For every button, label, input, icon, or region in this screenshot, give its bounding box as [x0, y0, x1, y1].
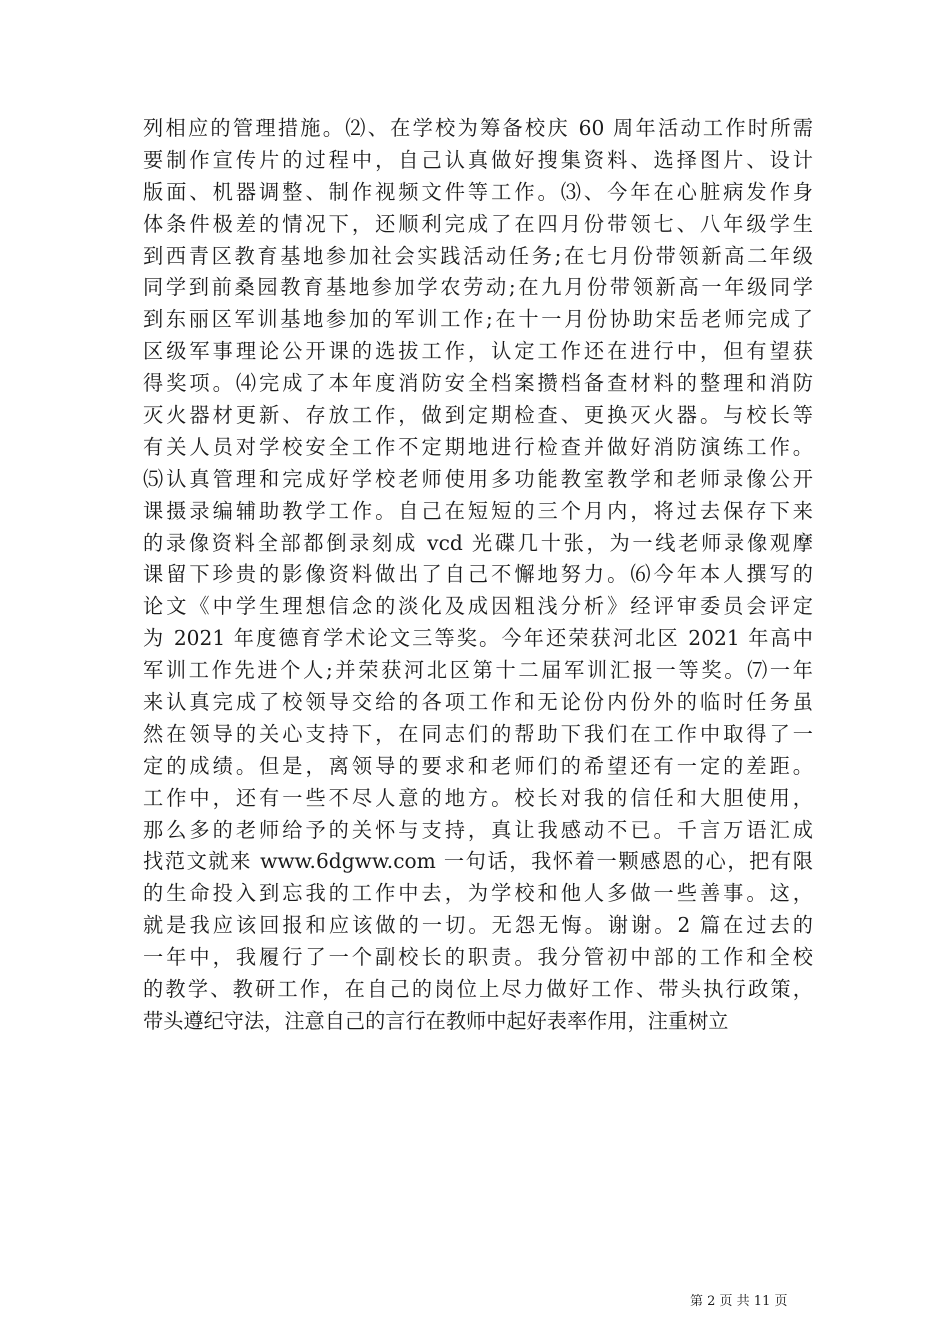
text-line: 要制作宣传片的过程中，自己认真做好搜集资料、选择图片、设计 [143, 147, 813, 172]
text-line: 带头遵纪守法，注意自己的言行在教师中起好表率作用，注重树立 [143, 1008, 729, 1033]
text-line: 的生命投入到忘我的工作中去，为学校和他人多做一些善事。这， [143, 881, 813, 906]
text-line: 一年中，我履行了一个副校长的职责。我分管初中部的工作和全校 [143, 945, 813, 970]
text-line: 的录像资料全部都倒录刻成 vcd 光碟几十张，为一线老师录像观摩 [143, 530, 813, 555]
text-line: 列相应的管理措施。⑵、在学校为筹备校庆 60 周年活动工作时所需 [143, 116, 813, 140]
text-line: 工作中，还有一些不尽人意的地方。校长对我的信任和大胆使用， [143, 785, 813, 810]
text-line: 有关人员对学校安全工作不定期地进行检查并做好消防演练工作。 [143, 434, 813, 459]
text-line: 那么多的老师给予的关怀与支持，真让我感动不已。千言万语汇成 [143, 817, 813, 842]
text-line: 定的成绩。但是，离领导的要求和老师们的希望还有一定的差距。 [143, 753, 813, 778]
text-line: 找范文就来 www.6dgww.com 一句话，我怀着一颗感恩的心，把有限 [143, 849, 813, 874]
text-line: 课摄录编辅助教学工作。自己在短短的三个月内，将过去保存下来 [143, 498, 813, 523]
page-number: 第 2 页 共 11 页 [690, 1294, 788, 1309]
text-line: 区级军事理论公开课的选拔工作，认定工作还在进行中，但有望获 [143, 339, 813, 364]
text-line: 课留下珍贵的影像资料做出了自己不懈地努力。⑹今年本人撰写的 [143, 562, 813, 587]
text-line: ⑸认真管理和完成好学校老师使用多功能教室教学和老师录像公开 [143, 466, 813, 491]
text-line: 来认真完成了校领导交给的各项工作和无论份内份外的临时任务虽 [143, 690, 813, 715]
text-line: 为 2021 年度德育学术论文三等奖。今年还荣获河北区 2021 年高中 [143, 626, 813, 651]
text-line: 体条件极差的情况下，还顺利完成了在四月份带领七、八年级学生 [143, 211, 813, 236]
text-line: 同学到前桑园教育基地参加学农劳动;在九月份带领新高一年级同学 [143, 275, 813, 300]
text-line: 论文《中学生理想信念的淡化及成因粗浅分析》经评审委员会评定 [143, 594, 813, 619]
text-line: 就是我应该回报和应该做的一切。无怨无悔。谢谢。2 篇在过去的 [143, 913, 813, 938]
text-line: 灭火器材更新、存放工作，做到定期检查、更换灭火器。与校长等 [143, 403, 813, 428]
text-line: 得奖项。⑷完成了本年度消防安全档案攒档备查材料的整理和消防 [143, 371, 813, 396]
text-line: 到西青区教育基地参加社会实践活动任务;在七月份带领新高二年级 [143, 243, 813, 268]
text-line: 版面、机器调整、制作视频文件等工作。⑶、今年在心脏病发作身 [143, 179, 813, 204]
body-text [143, 113, 813, 1038]
text-line: 军训工作先进个人;并荣获河北区第十二届军训汇报一等奖。⑺一年 [143, 658, 813, 683]
text-line: 到东丽区军训基地参加的军训工作;在十一月份协助宋岳老师完成了 [143, 307, 813, 332]
text-line: 然在领导的关心支持下，在同志们的帮助下我们在工作中取得了一 [143, 721, 813, 746]
text-line: 的教学、教研工作，在自己的岗位上尽力做好工作、带头执行政策， [143, 977, 813, 1002]
